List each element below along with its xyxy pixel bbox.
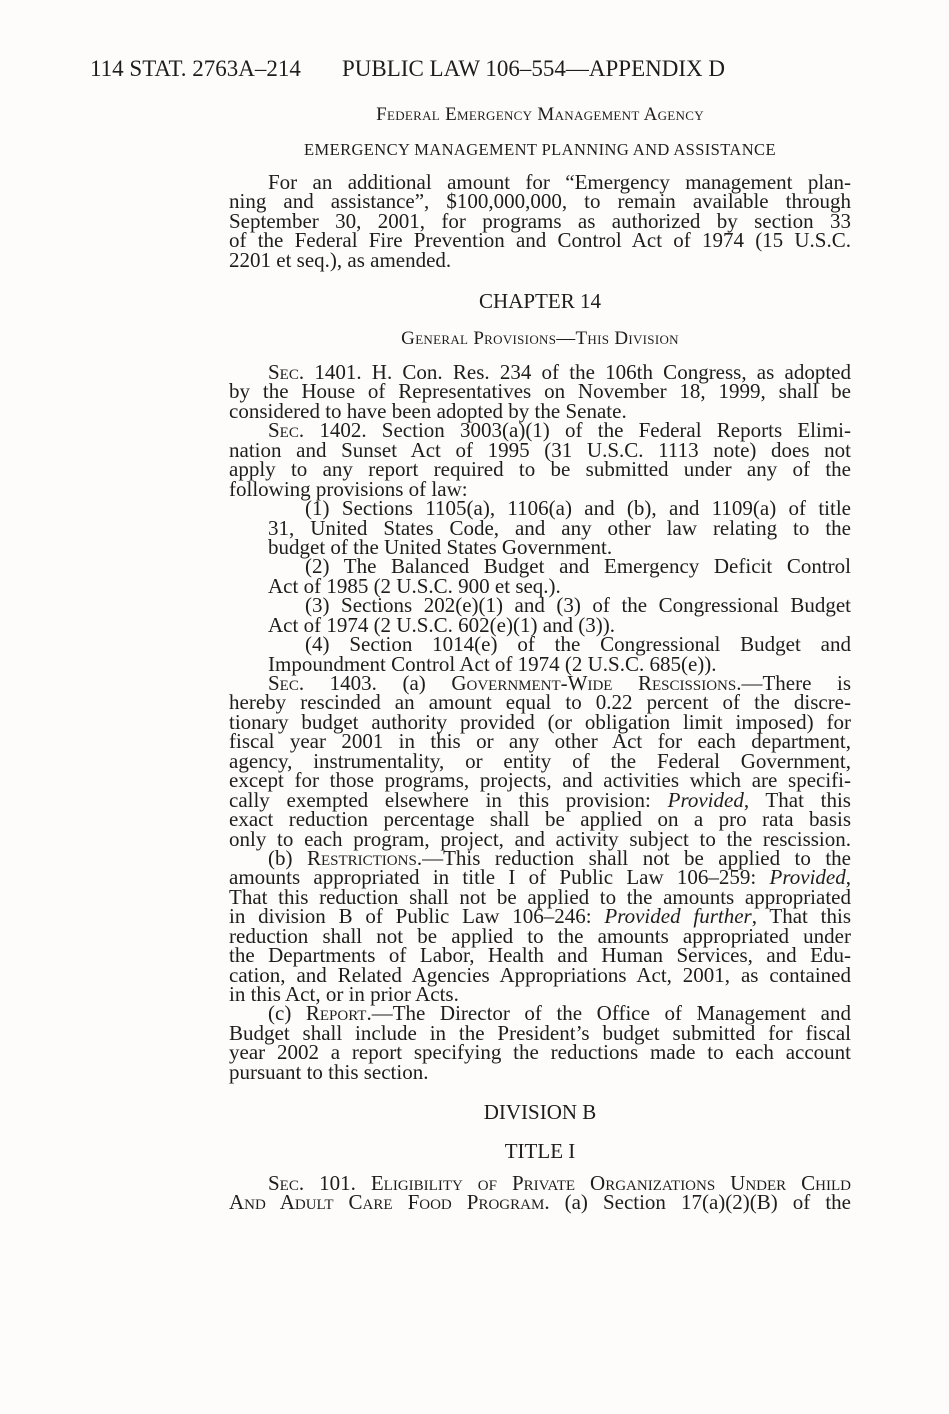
section-heading: Eligibility of Private Organizations Under Child — [370, 1171, 852, 1195]
text-segment: , That this — [751, 904, 852, 929]
text-line: 2201 et seq.), as amended. — [229, 247, 452, 272]
text-line: except for those programs, projects, and activities which are specifi- — [229, 768, 851, 793]
italic-text: Provided — [769, 865, 846, 890]
text-line: exact reduction percentage shall be applied on a pro rata basis — [229, 807, 851, 832]
text-segment: 101. — [304, 1171, 371, 1195]
section-label: Sec. — [268, 1171, 305, 1195]
text-segment: (b) — [268, 845, 307, 870]
list-item-line: Impoundment Control Act of 1974 (2 U.S.C. 685(e)). — [268, 651, 717, 676]
text-line: tionary budget authority provided (or obligation limit imposed) for — [229, 709, 851, 734]
subsection-heading: Report — [305, 1001, 367, 1026]
text-line: by the House of Representatives on November 18, 1999, shall be — [229, 379, 851, 404]
text-segment: . (a) Section 17(a)(2)(B) of the — [544, 1190, 851, 1215]
general-provisions-body — [229, 360, 852, 1084]
text-line: agency, instrumentality, or entity of the Federal Government, — [229, 748, 851, 773]
chapter-heading: General Provisions—This Division — [401, 328, 679, 349]
agency-heading: Federal Emergency Management Agency — [376, 104, 704, 125]
text-line: ning and assistance”, $100,000,000, to remain available through — [229, 189, 851, 214]
appropriation-paragraph — [229, 170, 851, 272]
text-line: fiscal year 2001 in this or any other Act for each department, — [229, 729, 851, 754]
text-segment: .—This reduction shall not be applied to the — [416, 845, 851, 870]
division-title: DIVISION B — [483, 1100, 597, 1124]
subsection-heading: Restrictions — [306, 845, 417, 870]
text-line: hereby rescinded an amount equal to 0.22 percent of the discre- — [229, 690, 851, 715]
text-line: the Departments of Labor, Health and Human Services, and Edu- — [229, 943, 851, 968]
text-line: reduction shall not be applied to the amounts appropriated under — [229, 923, 851, 948]
list-item-line: Act of 1974 (2 U.S.C. 602(e)(1) and (3)). — [268, 612, 616, 637]
chapter-title: CHAPTER 14 — [479, 289, 601, 313]
list-item-line: (1) Sections 1105(a), 1106(a) and (b), and 1109(a) of title — [305, 496, 851, 521]
text-line: in this Act, or in prior Acts. — [229, 982, 459, 1006]
title-heading: TITLE I — [504, 1139, 576, 1163]
text-line: nation and Sunset Act of 1995 (31 U.S.C. 1113 note) does not — [229, 437, 851, 462]
text-line: That this reduction shall not be applied to the amounts appropriated — [229, 884, 851, 909]
list-item-line: Act of 1985 (2 U.S.C. 900 et seq.). — [268, 573, 561, 598]
text-line: of the Federal Fire Prevention and Control Act of 1974 (15 U.S.C. — [229, 228, 851, 253]
text-segment: 1403. (a) — [304, 671, 452, 695]
law-title: PUBLIC LAW 106–554—APPENDIX D — [342, 56, 725, 81]
section-101-paragraph — [229, 1171, 852, 1215]
text-line: considered to have been adopted by the Senate. — [229, 398, 627, 423]
subsection-heading: Government-Wide Rescissions — [451, 671, 737, 695]
text-line: pursuant to this section. — [229, 1059, 429, 1084]
list-item-line: (4) Section 1014(e) of the Congressional Budget and — [305, 632, 851, 657]
text-segment: 1401. H. Con. Res. 234 of the 106th Congress, as adopted — [304, 360, 851, 384]
text-line: cation, and Related Agencies Appropriations Act, 2001, as contained — [229, 962, 851, 987]
text-line — [229, 1190, 851, 1215]
text-line: following provisions of law: — [229, 476, 468, 501]
text-segment: 1402. Section 3003(a)(1) of the Federal Reports Elimi- — [304, 418, 851, 443]
list-item-line: budget of the United States Government. — [268, 534, 613, 559]
text-line: year 2002 a report specifying the reductions made to each account — [229, 1040, 851, 1065]
text-segment: amounts appropriated in title I of Public Law 106–259: — [229, 865, 770, 890]
text-segment: .—There is — [736, 671, 851, 695]
text-segment: (c) — [268, 1001, 306, 1026]
section-label: Sec. — [268, 360, 305, 384]
text-line: September 30, 2001, for programs as authorized by section 33 — [229, 208, 851, 233]
text-segment: , That this — [743, 787, 851, 812]
text-line: only to each program, project, and activity subject to the rescission. — [229, 826, 851, 851]
text-line: For an additional amount for “Emergency management plan- — [268, 170, 851, 194]
text-segment: cally exempted elsewhere in this provision: — [229, 787, 668, 812]
stat-citation: 114 STAT. 2763A–214 — [90, 56, 301, 81]
text-segment: in division B of Public Law 106–246: — [229, 904, 605, 929]
italic-text: Provided — [667, 787, 744, 812]
section-label: Sec. — [268, 671, 305, 695]
text-line: apply to any report required to be submitted under any of the — [229, 457, 851, 482]
section-heading: And Adult Care Food Program — [229, 1190, 545, 1215]
text-segment: .—The Director of the Office of Management and — [366, 1001, 851, 1026]
account-subheading: EMERGENCY MANAGEMENT PLANNING AND ASSISTANCE — [304, 140, 776, 159]
list-item-line: 31, United States Code, and any other law relating to the — [268, 515, 851, 540]
text-line: Budget shall include in the President’s budget submitted for fiscal — [229, 1020, 851, 1045]
list-item-line: (3) Sections 202(e)(1) and (3) of the Congressional Budget — [305, 593, 851, 618]
section-label: Sec. — [268, 418, 305, 443]
italic-text: Provided further — [604, 904, 752, 929]
list-item-line: (2) The Balanced Budget and Emergency Deficit Control — [305, 554, 851, 579]
text-segment: , — [845, 865, 851, 890]
